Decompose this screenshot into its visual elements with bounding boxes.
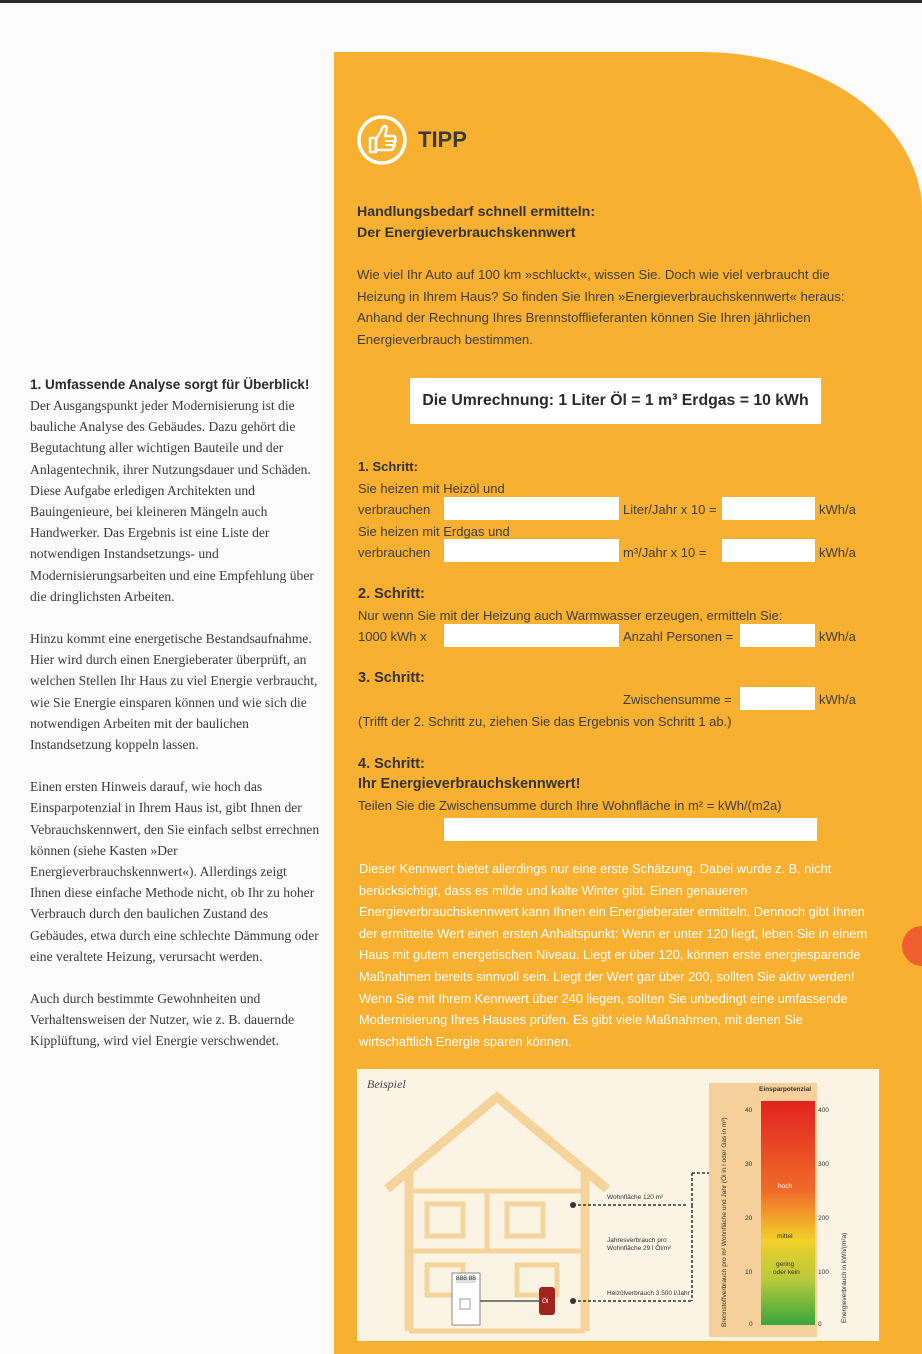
result-input[interactable]	[444, 818, 817, 841]
step-3-title: 3. Schritt:	[358, 670, 425, 686]
right-tick-0: 0	[818, 1321, 822, 1328]
zone-mid: mittel	[777, 1233, 793, 1240]
energy-scale-bar	[761, 1101, 815, 1325]
thumbs-up-icon	[356, 114, 408, 166]
left-column	[30, 374, 320, 1073]
left-tick-30: 30	[745, 1161, 753, 1168]
right-axis-label: Energieverbrauch in kWh/(m²a)	[841, 1232, 848, 1323]
right-tick-300: 300	[818, 1161, 829, 1168]
subtotal-label: Zwischensumme =	[623, 692, 732, 707]
tipp-intro: Wie viel Ihr Auto auf 100 km »schluckt«, wissen Sie. Doch wie viel verbraucht die Heizung in Ihrem Haus? So finden Sie Ihren »Energieverbrauchskennwert« heraus: Anhand der Rechnung Ihres Brennstofflieferanten können Sie Ihren jährlichen Energieverbrauch bestimmen.	[357, 267, 845, 347]
paragraph-4: Auch durch bestimmte Gewohnheiten und Verhaltensweisen der Nutzer, wie z. B. dauernde Kipplüftung, wird viel Energie verschwendet.	[30, 991, 295, 1049]
conversion-formula: Die Umrechnung: 1 Liter Öl = 1 m³ Erdgas = 10 kWh	[410, 378, 821, 424]
step-1-gas-label: verbrauchen	[358, 545, 431, 560]
tipp-heading-1: Handlungsbedarf schnell ermitteln:	[357, 204, 596, 220]
tipp-header	[356, 114, 467, 166]
paragraph-3: Einen ersten Hinweis darauf, wie hoch das Einsparpotenzial in Ihrem Haus ist, gibt Ihnen der Vebrauchskennwert, den Sie einfach selbst errechnen können (siehe Kasten »Der Energieverbrauchskennwert«). Allerdings zeigt Ihnen diese einfache Methode nicht, ob Ihr zu hoher Verbrauch durch den baulichen Zustand des Gebäudes, etwa durch eine schlechte Dämmung oder eine veraltete Heizung, verursacht werden.	[30, 779, 320, 964]
step-1-title: 1. Schritt:	[358, 459, 418, 474]
tipp-label: TIPP	[418, 127, 467, 152]
gas-kwh-input[interactable]	[722, 539, 815, 562]
persons-input[interactable]	[444, 624, 619, 647]
example-label: Beispiel	[367, 1077, 406, 1091]
step-2-text: Nur wenn Sie mit der Heizung auch Warmwasser erzeugen, ermitteln Sie:	[358, 608, 783, 623]
oil-kwh-unit: kWh/a	[819, 502, 856, 517]
left-tick-10: 10	[745, 1269, 753, 1276]
oil-liters-input[interactable]	[444, 497, 619, 520]
callout-oil: Heizölverbrauch 3.500 l/Jahr	[607, 1290, 690, 1297]
scale-title: Einsparpotenzial	[759, 1086, 812, 1093]
subtotal-input[interactable]	[740, 687, 815, 710]
paragraph-1: Der Ausgangspunkt jeder Modernisierung ist die bauliche Analyse des Gebäudes. Dazu gehört die Begutachtung aller wichtigen Bauteile und der Anlagentechnik, ihrer Nutzungsdauer und Schäden. Diese Aufgabe erledigen Architekten und Bauingenieure, bei kleineren Mängeln auch Handwerker. Das Ergebnis ist eine Liste der notwendigen Instandsetzungs- und Modernisierungsarbeiten und eine Empfehlung über die dringlichsten Arbeiten.	[30, 398, 314, 604]
zone-low-1: gering	[776, 1261, 795, 1268]
oil-unit-label: Liter/Jahr x 10 =	[623, 502, 717, 517]
step-2-prefix: 1000 kWh x	[358, 629, 427, 644]
step-4-title: 4. Schritt:	[358, 756, 425, 772]
zone-low-2: oder kein	[773, 1269, 800, 1276]
left-tick-40: 40	[745, 1107, 753, 1114]
left-axis-label: Brennstoffverbrauch pro m² Wohnfläche und Jahr (Öl in l oder Gas in m³)	[721, 1117, 728, 1327]
step-3-note: (Trifft der 2. Schritt zu, ziehen Sie das Ergebnis von Schritt 1 ab.)	[358, 714, 732, 729]
house-illustration	[357, 1069, 879, 1341]
right-tick-100: 100	[818, 1269, 829, 1276]
section-heading: 1. Umfassende Analyse sorgt für Überblick!	[30, 377, 310, 392]
callout-year-2: Wohnfläche 29 l Öl/m²	[607, 1245, 672, 1252]
paragraph-2: Hinzu kommt eine energetische Bestandsaufnahme. Hier wird durch einen Energieberater überprüft, an welchen Stellen Ihr Haus zu viel Energie verbraucht, wie Sie Energie einsparen können und wie sich die notwendigen Arbeiten mit der baulichen Instandsetzung koppeln lassen.	[30, 631, 318, 753]
oil-kwh-input[interactable]	[722, 497, 815, 520]
right-tick-200: 200	[818, 1215, 829, 1222]
step-2-title: 2. Schritt:	[358, 586, 425, 602]
top-rule	[0, 0, 922, 3]
tipp-heading-2: Der Energieverbrauchskennwert	[357, 225, 576, 241]
subtotal-kwh-unit: kWh/a	[819, 692, 856, 707]
example-box	[357, 1069, 879, 1341]
zone-high: hoch	[778, 1183, 793, 1190]
explanation-paragraph: Dieser Kennwert bietet allerdings nur eine erste Schätzung. Dabei wurde z. B. nicht berücksichtigt, dass es milde und kalte Winter gibt. Einen genaueren Energieverbrauchskennwert kann Ihnen ein Energieberater ermitteln. Dennoch gibt Ihnen der ermittelte Wert einen ersten Anhaltspunkt: Wenn er unter 120 liegt, leben Sie in einem Haus mit gutem energetischen Niveau. Liegt er über 120, können erste energiesparende Maßnahmen bereits sinnvoll sein. Liegt der Wert gar über 200, sollten Sie aktiv werden! Wenn Sie mit Ihrem Kennwert über 240 liegen, sollten Sie unbedingt eine umfassende Modernisierung Ihres Hauses prüfen. Es gibt viele Maßnahmen, mit denen Sie wirtschaftlich Energie sparen können.	[359, 861, 868, 1049]
left-tick-0: 0	[749, 1321, 753, 1328]
boiler-label: 888 88	[456, 1275, 476, 1282]
warmwater-kwh-unit: kWh/a	[819, 629, 856, 644]
warmwater-kwh-input[interactable]	[740, 624, 815, 647]
right-tick-400: 400	[818, 1107, 829, 1114]
callout-area: Wohnfläche 120 m²	[607, 1194, 664, 1201]
gas-m3-input[interactable]	[444, 539, 619, 562]
left-tick-20: 20	[745, 1215, 753, 1222]
persons-unit-label: Anzahl Personen =	[623, 629, 734, 644]
step-4-subtitle: Ihr Energieverbrauchskennwert!	[358, 776, 581, 792]
step-1-oil-label: verbrauchen	[358, 502, 431, 517]
step-1-oil-text: Sie heizen mit Heizöl und	[358, 481, 505, 496]
gas-unit-label: m³/Jahr x 10 =	[623, 545, 707, 560]
step-4-text: Teilen Sie die Zwischensumme durch Ihre Wohnfläche in m² = kWh/(m2a)	[358, 798, 782, 813]
gas-kwh-unit: kWh/a	[819, 545, 856, 560]
tank-label: Öl	[542, 1298, 549, 1305]
step-1-gas-text: Sie heizen mit Erdgas und	[358, 524, 510, 539]
callout-year-1: Jahresverbrauch pro	[607, 1237, 667, 1244]
